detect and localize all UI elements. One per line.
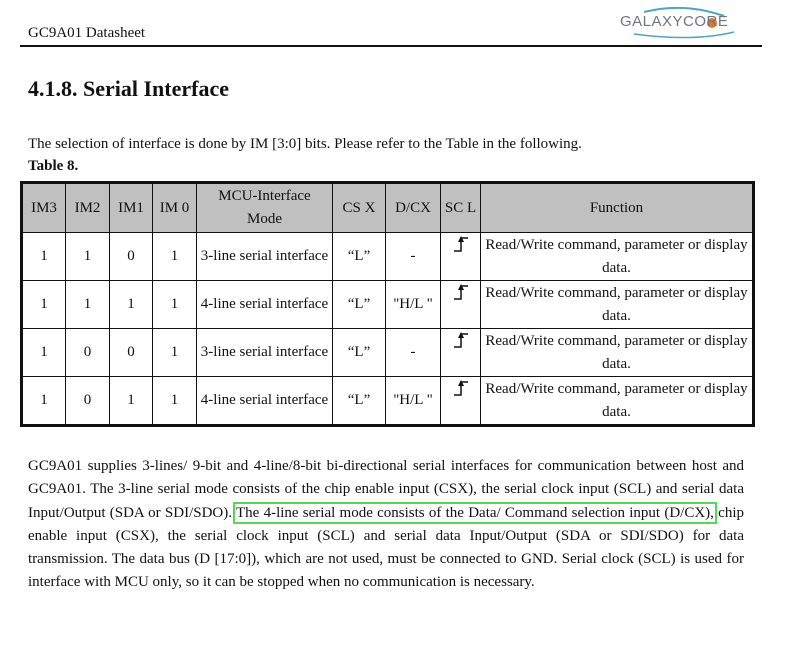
header-im3: IM3 [22, 183, 66, 233]
header-csx: CS X [333, 183, 386, 233]
cell-function: Read/Write command, parameter or display data. [481, 377, 754, 426]
cell-scl [441, 281, 481, 329]
cell-csx: “L” [333, 329, 386, 377]
cell-im2: 1 [66, 233, 110, 281]
cell-im0: 1 [153, 329, 197, 377]
rising-edge-icon [451, 379, 471, 397]
section-heading: 4.1.8. Serial Interface [28, 76, 229, 101]
cell-im2: 0 [66, 377, 110, 426]
cell-im2: 0 [66, 329, 110, 377]
cell-dcx: - [386, 329, 441, 377]
galaxycore-logo [604, 4, 746, 40]
cell-dcx: "H/L " [386, 377, 441, 426]
serial-interface-table [20, 181, 755, 427]
table-row [22, 281, 754, 329]
cell-function: Read/Write command, parameter or display data. [481, 233, 754, 281]
cell-im1: 1 [110, 377, 153, 426]
cell-dcx: - [386, 233, 441, 281]
cell-im3: 1 [22, 329, 66, 377]
cell-im3: 1 [22, 233, 66, 281]
paragraph-text-2: chip enable input (CSX), the serial clock input (SCL) and serial data Input/Output (SDA or SDI/SDO) for data transmission. The data bus (D [17:0]), which are not used, must be connected to GND. Serial clock (SCL) is used for interface with MCU only, so it can be stopped when no communication is necessary. [28, 504, 744, 591]
cell-scl [441, 329, 481, 377]
header-divider [20, 45, 762, 47]
cell-mode: 4-line serial interface [197, 281, 333, 329]
cell-dcx: "H/L " [386, 281, 441, 329]
cell-mode: 3-line serial interface [197, 329, 333, 377]
cell-csx: “L” [333, 233, 386, 281]
cell-function: Read/Write command, parameter or display data. [481, 281, 754, 329]
highlighted-text: The 4-line serial mode consists of the Data/ Command selection input (D/CX), [236, 504, 714, 521]
header-im2: IM2 [66, 183, 110, 233]
cell-im1: 0 [110, 329, 153, 377]
cell-im2: 1 [66, 281, 110, 329]
cell-im1: 0 [110, 233, 153, 281]
intro-text: The selection of interface is done by IM [3:0] bits. Please refer to the Table in the following. [28, 136, 582, 152]
rising-edge-icon [451, 283, 471, 301]
description-paragraph [28, 455, 744, 595]
cell-im0: 1 [153, 377, 197, 426]
logo-text: GALAXYCORE [620, 13, 729, 30]
table-row [22, 233, 754, 281]
table-caption: Table 8. [28, 158, 79, 174]
document-title: GC9A01 Datasheet [28, 25, 146, 41]
cell-im3: 1 [22, 377, 66, 426]
cell-csx: “L” [333, 377, 386, 426]
cell-scl [441, 377, 481, 426]
header-scl: SC L [441, 183, 481, 233]
header-function: Function [481, 183, 754, 233]
table-header-row [22, 183, 754, 233]
cell-im3: 1 [22, 281, 66, 329]
rising-edge-icon [451, 235, 471, 253]
cell-function: Read/Write command, parameter or display data. [481, 329, 754, 377]
rising-edge-icon [451, 331, 471, 349]
cell-scl [441, 233, 481, 281]
paragraph-text-1: GC9A01 supplies 3-lines/ 9-bit and 4-line/8-bit bi-directional serial interfaces for communication between host and GC9A01. The 3-line serial mode consists of the chip enable input (CSX), the serial clock input (SCL) and serial data Input/Output (SDA or SDI/SDO). [28, 458, 744, 521]
cell-im1: 1 [110, 281, 153, 329]
header-im0: IM 0 [153, 183, 197, 233]
header-mode: MCU-Interface Mode [197, 183, 333, 233]
cell-im0: 1 [153, 233, 197, 281]
cell-mode: 4-line serial interface [197, 377, 333, 426]
table-row [22, 377, 754, 426]
header-im1: IM1 [110, 183, 153, 233]
cell-csx: “L” [333, 281, 386, 329]
table-row [22, 329, 754, 377]
header-dcx: D/CX [386, 183, 441, 233]
cell-im0: 1 [153, 281, 197, 329]
cell-mode: 3-line serial interface [197, 233, 333, 281]
